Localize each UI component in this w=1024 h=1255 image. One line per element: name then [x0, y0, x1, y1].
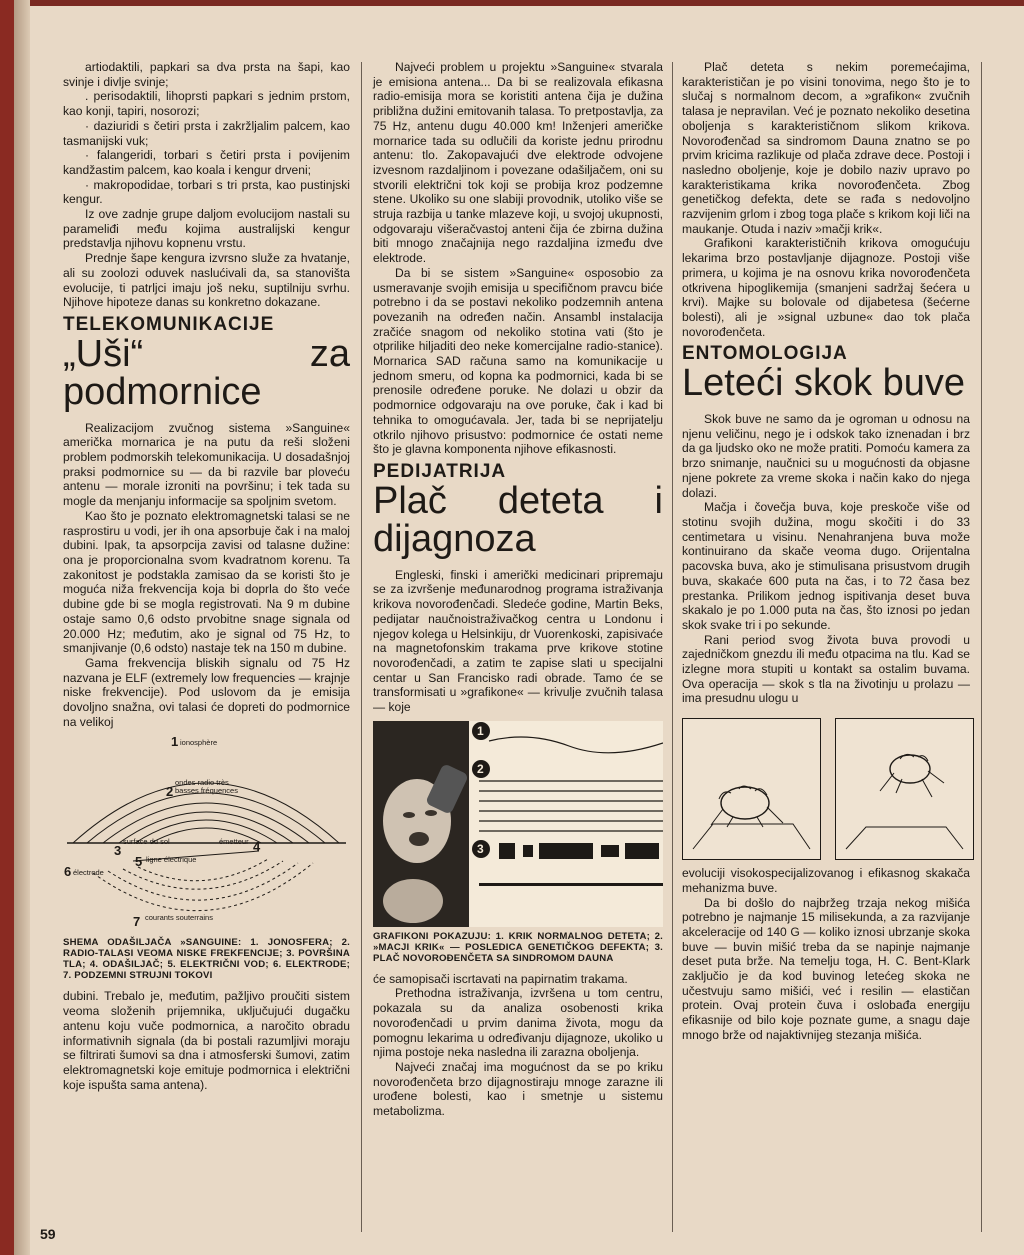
- diagram-number-4: 4: [253, 839, 261, 855]
- diagram-caption: SHEMA ODAŠILJAČA »SANGUINE: 1. JONOSFERA; 2. RADIO-TALASI VEOMA NISKE FREKFENCIJE; 3. POVRŠINA TLA; 4. ODAŠILJAČ; 5. ELEKTRIČNI VOD; 6. ELEKTRODE; 7. PODZEMNI STRUJNI TOKOVI: [63, 937, 350, 982]
- diagram-label-power-line: ligne électrique: [146, 855, 197, 865]
- body-paragraph: Najveći problem u projektu »Sanguine« stvarala je emisiona antena... Da bi se realizovala efikasna radio-emisija mora se koristiti antena čija je dužina približna dužini emitovanih talasa. To pretpostavlja, za 75 Hz, antenu dugu 40.000 km! Inženjeri američke mornarice tada su odlučili da koriste jednu prirodnu antenu: tlo. Zakopavajući dve elektrode odvojene izvesnom razdaljinom i povezane odašiljačem, oni su stvorili električni tok koji se probija kroz podzemne stene. Ukoliko su one slabiji provodnik, utoliko više se struja razbija u tanke mlazeve koji, u svojoj ukupnosti, odgovaraju višeračvastoj anteni čija će zbirna dužina biti mnogo značajnija nego razdaljina između dve elektrode.: [373, 60, 663, 266]
- body-paragraph: Skok buve ne samo da je ogroman u odnosu na njenu veličinu, nego je i odskok tako iznenadan i brz da ga ljudsko oko ne može pratiti. Pomoću kamera za brzo snimanje, naučnici su u mogućnosti da objasne njene pokrete za vreme skoka i način kako do njega dolazi.: [682, 412, 970, 500]
- kangaroo-list-item: . perisodaktili, lihoprsti papkari s jednim prstom, kao konji, tapiri, nosorozi;: [63, 89, 350, 119]
- body-paragraph: Grafikoni karakterističnih krikova omogućuju lekarima brzo postavljanje dijagnoze. Postoji više primera, u kojima je na osnovu krika novorođenčeta otkrivena hipoglikemija (smanjeni sadržaj šećera u krvi). Majke su bolovale od dijabetesa (šećerne bolesti), ali je »signal uzbune« dao tok plača novorođenčeta.: [682, 236, 970, 339]
- body-paragraph: Mačja i čovečja buva, koje preskoče više od stotinu svojih dužina, mogu skočiti i do 33 centimetara u visinu. Nenahranjena buva može kontinuirano da skače veoma dugo. Orijentalna pacovska buva, ako je stimulisana prisustvom drugih buva, skakaće 600 puta na čas, i to 72 časa bez prestanka. Prilikom jednog ispitivanja deset buva skakalo je po 1.000 puta na čas, što iznosi po jedan skok svake tri i po sekunde.: [682, 500, 970, 632]
- body-paragraph: Da bi se sistem »Sanguine« osposobio za usmeravanje svojih emisija u specifičnom pravcu biće potrebno i da se postavi nekoliko podzemnih antena povezanih na određen način. Ansambl instalacija zračiće snagom od nekoliko stotina vati (što je otprilike hiljaditi deo neke komercijalne radio-stanice). Mornarica SAD računa samo na komunikacije u jednom smeru, od kopna ka podmornici, kada bi se prenosile određene poruke. Ne dolazi u obzir da podmornice odgovaraju na ove poruke, čak i kad bi tehnika to omogućavala. Jer, tada bi se neprijatelju otkrilo njihovo prisustvo: podmornice će ostati neme što je glavna komponenta njihove efikasnosti.: [373, 265, 663, 457]
- body-paragraph: Realizacijom zvučnog sistema »Sanguine« američka mornarica je na putu da reši složeni problem podmorskih telekomunikacija. U dosadašnjoj praksi podmornice su — da bi razvile bar ploveću antenu — morale izroniti na površinu; i tek tada su mogle da menjanju informacije sa spoljnim svetom.: [63, 420, 350, 509]
- column-rule: [361, 62, 362, 1232]
- flea-illustration-right: [835, 718, 974, 860]
- diagram-number-5: 5: [135, 854, 143, 870]
- diagram-number-3: 3: [114, 843, 122, 859]
- kangaroo-list-item: · daziuridi s četiri prsta i zakržljalim palcem, kao tasmanijski vuk;: [63, 118, 350, 148]
- diagram-label-transmitter: émetteur: [219, 837, 249, 847]
- body-paragraph: Kao što je poznato elektromagnetski talasi se ne rasprostiru u vodi, jer ih ona apsorbuje čak i na maloj dubini. Ipak, ta apsorpcija zavisi od talasne dužine: ona je proporcionalna svom kvadratnom korenu. Ta zakonitost je podstakla zamisao da se koristi što je moguća niža frekvencija koja bi doprla do što veće dubine gde bi se mogla registrovati. Na 9 m dubine ostaje samo 0,6 odsto prvobitne snage signala od 20.000 Hz; međutim, ako je signal od 75 Hz, to smanjivanje (0,6 odsto) nastaje tek na 150 m dubine.: [63, 508, 350, 656]
- section-label-entomologija: ENTOMOLOGIJA: [682, 343, 848, 365]
- graph-marker-3: 3: [477, 841, 484, 856]
- kangaroo-list-item: artiodaktili, papkari sa dva prsta na šapi, kao svinje i divlje svinje;: [63, 60, 350, 89]
- page-top-edge: [0, 0, 1024, 6]
- flea-illustration-left: [682, 718, 821, 860]
- body-paragraph: Plač deteta s nekim poremećajima, karakterističan je po visini tonovima, nego što je to slučaj s normalnom decom, a »grafikon« zvučnih talasa je nepravilan. Već je poznato nekoliko desetina oboljenja s karakterističnom slikom krikova. Novorođenčad sa sindromom Dauna znatno se po prvim kricima razlikuje od plača zdrave dece. Postoji i nasledno oboljenje, koje je dobilo naziv upravo po karakteristikama krika novorođenčeta. Zbog genetičkog defekta, dete se rađa s nedovoljno razvijenim grlom i zbog toga plače s krikom koji liči na maukanje. Otuda i naziv »mačji krik«.: [682, 60, 970, 236]
- diagram-label-radio-waves: basses fréquences: [175, 786, 238, 796]
- body-paragraph: dubini. Trebalo je, međutim, pažljivo proučiti sistem veoma složenih prijemnika, uključujući dugačku antenu koju vuče podmornica, a naročito obradu informativnih signala (da bi postali razumljivi moraju se filtrirati šumovi sa dna i atmosferski šumovi, zatim elektromagnetski koje emituje podmornica i električni koje ispušta sama antena).: [63, 989, 350, 1092]
- diagram-label-surface: surface du sol: [123, 837, 170, 847]
- cry-graph-traces: [469, 721, 663, 927]
- body-paragraph: Prednje šape kengura izvrsno služe za hvatanje, ali su zoolozi oduvek naslućivali da, sa stanovišta evolucije, ti patrljci imaju još neku, suptilniju svrhu. Njihove hipoteze danas su konkretno dokazane.: [63, 251, 350, 310]
- book-binding: [0, 0, 14, 1255]
- column-rule: [981, 62, 982, 1232]
- diagram-number-6: 6: [64, 864, 72, 880]
- column-2: [373, 60, 663, 1119]
- diagram-label-radio-waves: ondes radio très: [175, 778, 229, 788]
- diagram-number-1: 1: [171, 734, 179, 750]
- body-paragraph: Gama frekvencija bliskih signalu od 75 Hz nazvana je ELF (extremely low frequencies — krajnje niske frekvencije). Pod uslovom da je emisija dovoljno snažna, ovi talasi će dopreti do podmornice na velikoj: [63, 655, 350, 729]
- section-label-telekomunikacije: TELEKOMUNIKACIJE: [63, 313, 275, 335]
- body-paragraph: će samopisači iscrtavati na papirnatim trakama.: [373, 971, 628, 986]
- body-paragraph: Iz ove zadnje grupe daljom evolucijom nastali su parameliđi među kojima australijski kengur predstavlja njihovu kopnenu vrstu.: [63, 207, 350, 251]
- antenna-diagram-svg: [63, 733, 350, 933]
- cry-graph-svg: [469, 721, 663, 927]
- headline-leteci-skok-buve: Leteći skok buve: [682, 362, 966, 405]
- body-paragraph: evoluciji visokospecijalizovanog i efikasnog skakača mehanizma buve.: [682, 866, 970, 895]
- page-gutter: [14, 0, 30, 1255]
- baby-illustration: [373, 721, 469, 927]
- kangaroo-list-item: · makropodidae, torbari s tri prsta, kao pustinjski kengur.: [63, 177, 350, 207]
- sanguine-antenna-diagram: [63, 733, 350, 933]
- body-paragraph: Najveći značaj ima mogućnost da se po kriku novorođenčeta brzo dijagnostiraju mnoge zarazne ili urođene bolesti, kao i smetnje u sistemu metabolizma.: [373, 1059, 663, 1119]
- body-paragraph: Da bi došlo do najbržeg trzaja nekog mišića potrebno je najmanje 15 milisekunda, a za razvijanje akceleracije od 140 G — koliko iznosi ubrzanje skoka buve — buvin mišić treba da se napinje najmanje deset puta brže. Na temelju toga, H. C. Bent-Klark zaključio je da kod buvinog letećeg skoka ne učestvuju samo mišići, već i resilin — elastičan protein. Ovaj protein čuva i oslobađa energiju efikasnije od bilo koje poznate gume, a snagu daje mnogo brže od najaktivnijeg stezanja mišića.: [682, 895, 970, 1042]
- section-label-pedijatrija: PEDIJATRIJA: [373, 460, 507, 482]
- diagram-number-7: 7: [133, 914, 141, 930]
- column-rule: [672, 62, 673, 1232]
- diagram-label-ionosphere: ionosphère: [180, 738, 218, 748]
- column-1: [63, 60, 350, 1092]
- body-paragraph: Rani period svog života buva provodi u zajedničkom gnezdu ili među otpacima na tlu. Kad se izlegne mora stupiti u kontakt sa ostalim buvama. Ova operacija — skok s tla na životinju u prolazu — ima presudnu ulogu u: [682, 632, 970, 706]
- flea-jump-icon: [836, 719, 973, 859]
- body-paragraph: Prethodna istraživanja, izvršena u tom centru, pokazala su da analiza osobenosti krika novorođenčadi u prvim danima života, mogu da pomognu lekarima u određivanju dijagnoze, ukoliko u njima postoje neka nasledna ili zarazna oboljenja.: [373, 986, 663, 1060]
- headline-usi-za-podmornice: „Uši“ za podmornice: [63, 332, 350, 413]
- column-3: [682, 60, 970, 1043]
- page-number: 59: [40, 1226, 56, 1242]
- diagram-label-electrode: électrode: [73, 868, 104, 878]
- crying-baby-photo: [373, 721, 469, 927]
- flea-illustrations: [682, 718, 970, 860]
- graph-marker-1: 1: [477, 723, 484, 738]
- diagram-label-ground-currents: courants souterrains: [145, 913, 213, 923]
- headline-plac-deteta: Plač deteta i dijagnoza: [373, 479, 663, 560]
- photo-caption: GRAFIKONI POKAZUJU: 1. KRIK NORMALNOG DETETA; 2. »MACJI KRIK« — POSLEDICA GENETIČKOG DEFEKTA; 3. PLAČ NOVOROĐENČETA SA SINDROMOM DAUNA: [373, 930, 663, 964]
- flea-icon: [683, 719, 820, 859]
- diagram-number-2: 2: [166, 784, 174, 800]
- cry-graph-photo: [373, 721, 663, 927]
- graph-marker-2: 2: [477, 761, 484, 776]
- kangaroo-list-item: · falangeridi, torbari s četiri prsta i povijenim kandžastim palcem, kao koala i kengur drveni;: [63, 148, 350, 177]
- body-paragraph: Engleski, finski i američki medicinari pripremaju se za izvršenje međunarodnog programa istraživanja krikova novorođenčadi. Sledeće godine, Martin Beks, pedijatar naučnoistraživačkog centra u Londonu i njegov kolega u Helsinkiju, dr Vuorenkoski, zapisivaće na magnetofonskim trakama prve krikove stotine novorođenčadi, a zatim te zapise slati u specijalni centar u San Francisko radi obrade. Tamo će se transformisati u »grafikone« — krivulje zvučnih talasa — koje: [373, 567, 663, 715]
